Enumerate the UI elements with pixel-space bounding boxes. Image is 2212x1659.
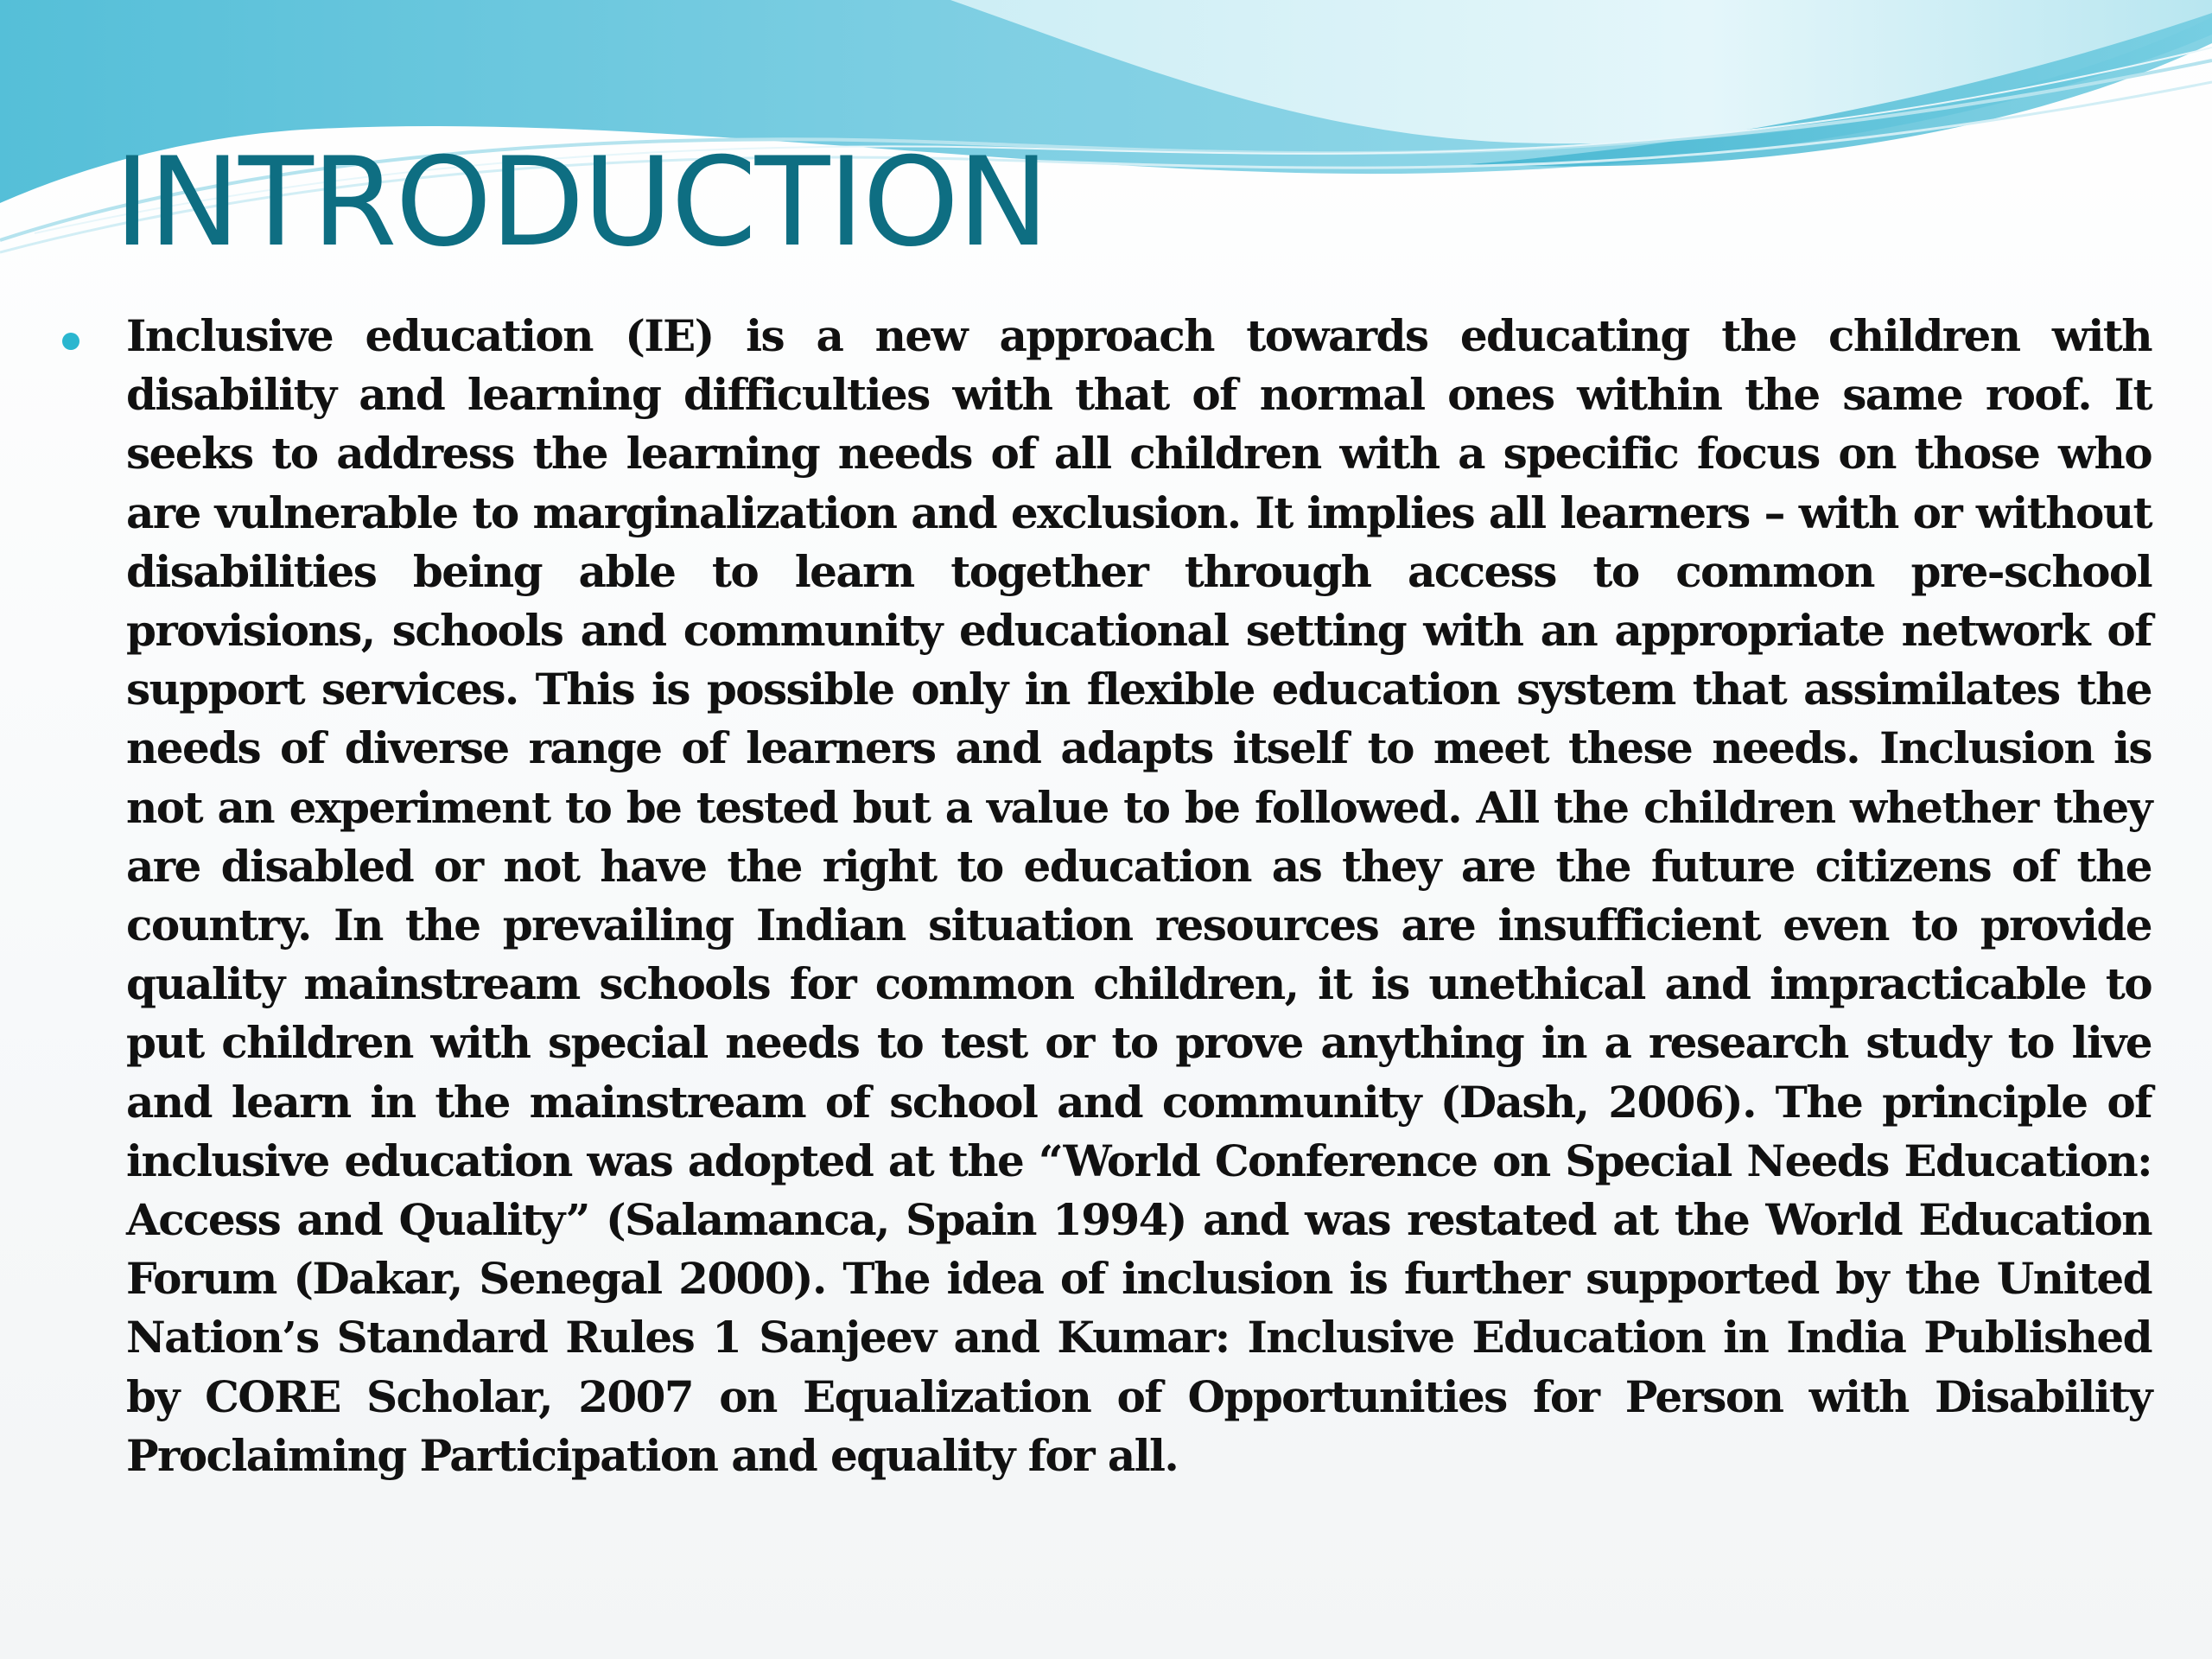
bullet-list	[60, 307, 2152, 1485]
bullet-text: Inclusive education (IE) is a new approach towards educating the children with disability and learning difficulties with that of normal ones within the same roof. It seeks to address the learning needs of all children with a specific focus on those who are vulnerable to marginalization and exclusion. It implies all learners – with or without disabilities being able to learn together through access to common pre-school provisions, schools and community educational setting with an appropriate network of support services. This is possible only in flexible education system that assimilates the needs of diverse range of learners and adapts itself to meet these needs. Inclusion is not an experiment to be tested but a value to be followed. All the children whether they are disabled or not have the right to education as they are the future citizens of the country. In the prevailing Indian situation resources are insufficient even to provide quality mainstream schools for common children, it is unethical and impracticable to put children with special needs to test or to prove anything in a research study to live and learn in the mainstream of school and community (Dash, 2006). The principle of inclusive education was adopted at the “World Conference on Special Needs Education: Access and Quality” (Salamanca, Spain 1994) and was restated at the World Education Forum (Dakar, Senegal 2000). The idea of inclusion is further supported by the United Nation’s Standard Rules 1 Sanjeev and Kumar: Inclusive Education in India Published by CORE Scholar, 2007 on Equalization of Opportunities for Person with Disability Proclaiming Participation and equality for all.	[126, 310, 2152, 1481]
slide-title: INTRODUCTION	[114, 131, 1048, 274]
bullet-dot-icon	[62, 333, 79, 350]
bullet-item	[60, 307, 2152, 1485]
